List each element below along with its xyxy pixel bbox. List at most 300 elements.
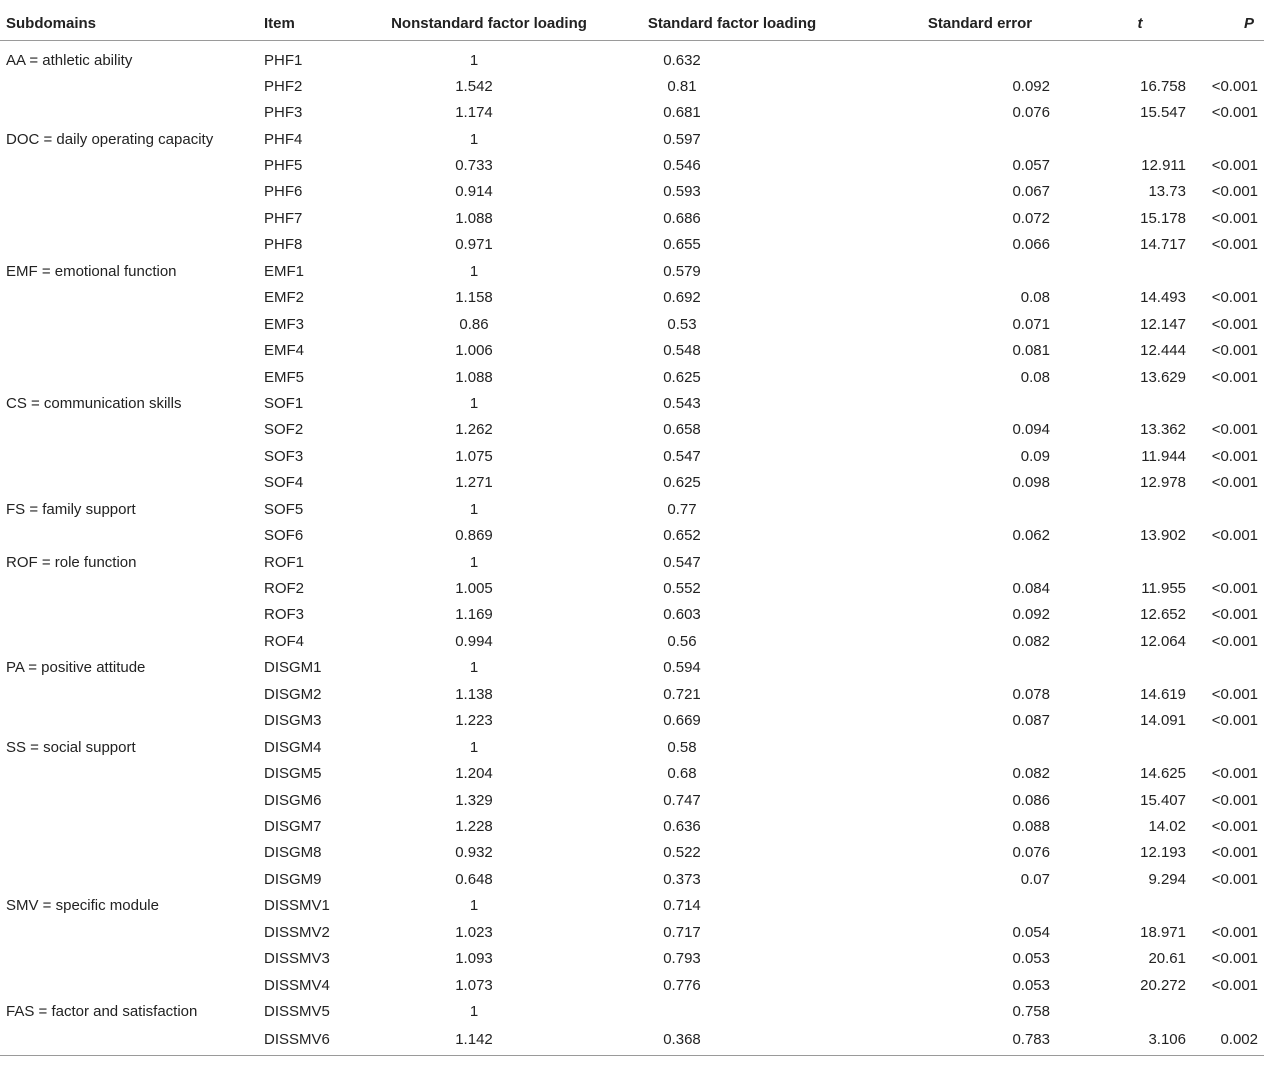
cell-item: PHF3	[264, 104, 303, 122]
cell-item: DISGM7	[264, 817, 322, 835]
cell-standard-loading: 0.652	[663, 527, 701, 545]
cell-item: DISGM5	[264, 765, 322, 783]
cell-subdomain	[0, 364, 264, 390]
cell-standard-loading: 0.597	[663, 130, 701, 148]
table-row	[0, 655, 1264, 681]
cell-subdomain	[0, 470, 264, 496]
cell-standard-loading: 0.68	[667, 765, 697, 783]
cell-item: PHF1	[264, 51, 303, 69]
cell-p: <0.001	[1211, 209, 1258, 227]
cell-p: <0.001	[1211, 289, 1258, 307]
cell-item: SOF1	[264, 394, 304, 412]
table-row	[0, 866, 1264, 892]
cell-standard-loading: 0.547	[663, 447, 701, 465]
table-row	[0, 73, 1264, 99]
cell-p	[1186, 390, 1264, 416]
cell-item: PHF4	[264, 130, 303, 148]
cell-standard-error	[850, 734, 1054, 760]
cell-nonstandard-loading: 0.648	[455, 870, 493, 888]
cell-item: DISGM6	[264, 791, 322, 809]
table-row	[0, 840, 1264, 866]
cell-nonstandard-loading: 0.733	[455, 157, 493, 175]
cell-nonstandard-loading: 1.228	[455, 817, 493, 835]
cell-t: 12.064	[1140, 632, 1186, 650]
cell-t: 13.629	[1140, 368, 1186, 386]
cell-nonstandard-loading: 0.971	[455, 236, 493, 254]
cell-item: DISGM4	[264, 738, 322, 756]
cell-nonstandard-loading: 1.023	[455, 923, 493, 941]
cell-standard-error: 0.094	[1012, 421, 1050, 439]
table-row	[0, 443, 1264, 469]
table-row	[0, 285, 1264, 311]
cell-p: <0.001	[1211, 104, 1258, 122]
cell-standard-error	[850, 390, 1054, 416]
cell-standard-loading: 0.593	[663, 183, 701, 201]
table-row	[0, 708, 1264, 734]
cell-nonstandard-loading: 1.542	[455, 77, 493, 95]
cell-standard-loading	[614, 998, 850, 1024]
cell-standard-loading: 0.77	[667, 500, 697, 518]
cell-nonstandard-loading: 1.329	[455, 791, 493, 809]
cell-item: PHF2	[264, 77, 303, 95]
cell-standard-loading: 0.717	[663, 923, 701, 941]
table-row	[0, 602, 1264, 628]
cell-p: <0.001	[1211, 157, 1258, 175]
cell-standard-loading: 0.373	[663, 870, 701, 888]
cell-standard-error	[850, 258, 1054, 284]
table-row	[0, 41, 1264, 74]
table-row	[0, 522, 1264, 548]
cell-standard-error: 0.087	[1012, 712, 1050, 730]
cell-standard-loading: 0.594	[663, 659, 701, 677]
cell-p: <0.001	[1211, 77, 1258, 95]
cell-standard-error: 0.071	[1012, 315, 1050, 333]
cell-nonstandard-loading: 1	[469, 262, 479, 280]
cell-p: <0.001	[1211, 580, 1258, 598]
table-row	[0, 998, 1264, 1024]
cell-standard-loading: 0.625	[663, 368, 701, 386]
cell-standard-error: 0.072	[1012, 209, 1050, 227]
cell-standard-loading: 0.368	[614, 1025, 850, 1056]
cell-item: PHF7	[264, 209, 303, 227]
cell-subdomain: ROF = role function	[6, 553, 137, 571]
cell-p: <0.001	[1211, 315, 1258, 333]
table-row	[0, 417, 1264, 443]
table-row	[0, 919, 1264, 945]
cell-subdomain	[0, 945, 264, 971]
cell-standard-error: 0.07	[1020, 870, 1050, 888]
table-row	[0, 126, 1264, 152]
table-row	[0, 258, 1264, 284]
cell-p: <0.001	[1211, 527, 1258, 545]
cell-nonstandard-loading: 1.005	[455, 580, 493, 598]
cell-standard-error: 0.057	[1012, 157, 1050, 175]
cell-item: ROF4	[264, 632, 305, 650]
table-row	[0, 364, 1264, 390]
cell-standard-loading: 0.655	[663, 236, 701, 254]
cell-p: <0.001	[1211, 870, 1258, 888]
cell-standard-error: 0.076	[1012, 104, 1050, 122]
cell-item: SOF4	[264, 474, 304, 492]
cell-nonstandard-loading: 0.932	[455, 844, 493, 862]
cell-item: DISGM1	[264, 659, 322, 677]
cell-t: 13.902	[1140, 527, 1186, 545]
cell-subdomain: SS = social support	[6, 738, 136, 756]
cell-subdomain	[0, 337, 264, 363]
cell-nonstandard-loading: 1.158	[455, 289, 493, 307]
cell-item: DISGM2	[264, 685, 322, 703]
cell-item: SOF5	[264, 500, 304, 518]
table-row	[0, 1025, 1264, 1056]
cell-subdomain	[0, 152, 264, 178]
cell-standard-error	[850, 496, 1054, 522]
cell-p	[1186, 734, 1264, 760]
table-body	[0, 41, 1264, 1056]
cell-standard-loading: 0.632	[663, 51, 701, 69]
cell-nonstandard-loading: 1.093	[455, 950, 493, 968]
cell-nonstandard-loading: 0.869	[455, 527, 493, 545]
cell-p: <0.001	[1211, 342, 1258, 360]
cell-subdomain	[0, 972, 264, 998]
cell-standard-error: 0.08	[1020, 368, 1050, 386]
cell-standard-loading: 0.58	[667, 738, 697, 756]
table-row	[0, 760, 1264, 786]
cell-item: DISSMV1	[264, 897, 330, 915]
cell-item: DISSMV3	[264, 950, 330, 968]
cell-standard-error: 0.086	[1012, 791, 1050, 809]
cell-item: ROF3	[264, 606, 305, 624]
cell-nonstandard-loading: 1	[469, 394, 479, 412]
cell-t: 20.61	[1148, 950, 1186, 968]
cell-p: <0.001	[1211, 685, 1258, 703]
cell-item: SOF3	[264, 447, 304, 465]
cell-t	[1054, 655, 1186, 681]
cell-t: 12.978	[1140, 474, 1186, 492]
cell-standard-error	[850, 126, 1054, 152]
cell-standard-loading: 0.747	[663, 791, 701, 809]
cell-subdomain	[0, 99, 264, 125]
cell-nonstandard-loading: 1	[469, 51, 479, 69]
cell-item: DISGM9	[264, 870, 322, 888]
cell-standard-loading: 0.548	[663, 342, 701, 360]
cell-t: 12.444	[1140, 342, 1186, 360]
cell-t: 11.944	[1141, 447, 1186, 465]
cell-item: ROF2	[264, 580, 305, 598]
table-row	[0, 205, 1264, 231]
cell-p: <0.001	[1211, 606, 1258, 624]
cell-subdomain	[0, 840, 264, 866]
cell-item: PHF8	[264, 236, 303, 254]
cell-item: DISSMV6	[264, 1025, 364, 1056]
cell-standard-loading: 0.658	[663, 421, 701, 439]
cell-standard-loading: 0.522	[663, 844, 701, 862]
cell-item: ROF1	[264, 553, 305, 571]
cell-nonstandard-loading: 1.174	[455, 104, 493, 122]
cell-nonstandard-loading: 1.073	[455, 976, 493, 994]
cell-subdomain	[0, 866, 264, 892]
cell-p: <0.001	[1211, 421, 1258, 439]
cell-subdomain	[0, 522, 264, 548]
cell-p: <0.001	[1211, 474, 1258, 492]
cell-standard-loading: 0.686	[663, 209, 701, 227]
table-row	[0, 549, 1264, 575]
cell-nonstandard-loading: 1	[469, 553, 479, 571]
cell-nonstandard-loading: 0.914	[455, 183, 493, 201]
cell-t: 13.73	[1148, 183, 1186, 201]
cell-standard-error: 0.066	[1012, 236, 1050, 254]
cell-t: 15.178	[1140, 209, 1186, 227]
table-row	[0, 787, 1264, 813]
table-row	[0, 628, 1264, 654]
table-row	[0, 311, 1264, 337]
cell-subdomain	[0, 285, 264, 311]
cell-standard-error: 0.076	[1012, 844, 1050, 862]
header-standard-factor-loading: Standard factor loading	[614, 6, 850, 41]
cell-nonstandard-loading: 1	[469, 738, 479, 756]
table-row	[0, 972, 1264, 998]
cell-subdomain: SMV = specific module	[6, 897, 159, 915]
cell-t	[1054, 496, 1186, 522]
cell-item: PHF5	[264, 157, 303, 175]
cell-subdomain	[0, 417, 264, 443]
cell-subdomain	[0, 179, 264, 205]
cell-nonstandard-loading: 1.088	[455, 209, 493, 227]
cell-item: SOF6	[264, 527, 304, 545]
cell-t: 12.193	[1140, 844, 1186, 862]
cell-standard-loading: 0.692	[663, 289, 701, 307]
cell-t	[1054, 126, 1186, 152]
cell-item: DISGM8	[264, 844, 322, 862]
table-row	[0, 470, 1264, 496]
table-row	[0, 893, 1264, 919]
cell-p: <0.001	[1211, 632, 1258, 650]
cell-standard-error	[850, 893, 1054, 919]
cell-t	[1054, 549, 1186, 575]
cell-standard-loading: 0.721	[663, 685, 701, 703]
cell-nonstandard-loading: 0.994	[455, 632, 493, 650]
cell-t: 11.955	[1141, 580, 1186, 598]
header-p: P	[1186, 6, 1264, 41]
cell-p: <0.001	[1211, 791, 1258, 809]
cell-subdomain	[0, 205, 264, 231]
cell-standard-loading: 0.636	[663, 817, 701, 835]
cell-p	[1186, 655, 1264, 681]
cell-t	[1054, 41, 1186, 74]
cell-subdomain	[0, 443, 264, 469]
cell-standard-loading: 0.793	[663, 950, 701, 968]
cell-nonstandard-loading: 1	[469, 500, 479, 518]
cell-item: EMF5	[264, 368, 305, 386]
table-row	[0, 179, 1264, 205]
cell-p	[1186, 41, 1264, 74]
cell-nonstandard-loading: 1.204	[455, 765, 493, 783]
cell-p: <0.001	[1211, 950, 1258, 968]
cell-subdomain	[0, 73, 264, 99]
cell-standard-error	[850, 41, 1054, 74]
cell-p: <0.001	[1211, 447, 1258, 465]
cell-standard-error: 0.092	[1012, 606, 1050, 624]
table-row	[0, 734, 1264, 760]
cell-standard-error: 0.098	[1012, 474, 1050, 492]
cell-t: 14.493	[1140, 289, 1186, 307]
cell-item: DISSMV4	[264, 976, 330, 994]
cell-standard-error: 0.08	[1020, 289, 1050, 307]
cell-p: <0.001	[1211, 712, 1258, 730]
cell-p	[1186, 549, 1264, 575]
cell-subdomain	[0, 760, 264, 786]
cell-t: 3.106	[1054, 1025, 1186, 1056]
cell-standard-loading: 0.714	[663, 897, 701, 915]
cell-t: 16.758	[1140, 77, 1186, 95]
cell-nonstandard-loading: 1.006	[455, 342, 493, 360]
table-header	[0, 6, 1264, 41]
cell-standard-error: 0.092	[1012, 77, 1050, 95]
cell-subdomain: CS = communication skills	[6, 394, 182, 412]
cell-p: <0.001	[1211, 817, 1258, 835]
cell-p	[1186, 258, 1264, 284]
cell-subdomain	[0, 575, 264, 601]
cell-item: EMF1	[264, 262, 305, 280]
cell-t: 12.147	[1140, 315, 1186, 333]
cell-nonstandard-loading: 1.138	[455, 685, 493, 703]
cell-standard-loading: 0.603	[663, 606, 701, 624]
cell-subdomain	[0, 602, 264, 628]
cell-subdomain: PA = positive attitude	[6, 659, 146, 677]
cell-item: SOF2	[264, 421, 304, 439]
cell-standard-error: 0.758	[1012, 1003, 1050, 1021]
cell-nonstandard-loading: 1.075	[455, 447, 493, 465]
cell-p: <0.001	[1211, 183, 1258, 201]
cell-item: PHF6	[264, 183, 303, 201]
cell-subdomain	[0, 1025, 264, 1056]
cell-standard-loading: 0.543	[663, 394, 701, 412]
cell-standard-error: 0.054	[1012, 923, 1050, 941]
factor-loading-table	[0, 6, 1264, 1056]
cell-standard-error	[850, 655, 1054, 681]
table-row	[0, 232, 1264, 258]
cell-standard-loading: 0.56	[667, 632, 697, 650]
cell-nonstandard-loading: 1	[469, 659, 479, 677]
cell-standard-error: 0.081	[1012, 342, 1050, 360]
cell-subdomain	[0, 813, 264, 839]
cell-item: EMF4	[264, 342, 305, 360]
table-row	[0, 681, 1264, 707]
cell-nonstandard-loading: 1.142	[364, 1025, 614, 1056]
cell-standard-error: 0.783	[850, 1025, 1054, 1056]
cell-subdomain	[0, 628, 264, 654]
cell-t	[1054, 258, 1186, 284]
cell-nonstandard-loading: 1	[469, 1003, 479, 1021]
cell-t	[1054, 998, 1186, 1024]
cell-standard-loading: 0.547	[663, 553, 701, 571]
header-item: Item	[264, 6, 364, 41]
cell-t: 20.272	[1140, 976, 1186, 994]
cell-standard-loading: 0.776	[663, 976, 701, 994]
cell-standard-error: 0.053	[1012, 976, 1050, 994]
cell-standard-loading: 0.625	[663, 474, 701, 492]
cell-nonstandard-loading: 1.223	[455, 712, 493, 730]
table-row	[0, 337, 1264, 363]
cell-standard-loading: 0.53	[667, 315, 697, 333]
cell-standard-loading: 0.681	[663, 104, 701, 122]
cell-t: 15.407	[1140, 791, 1186, 809]
cell-t	[1054, 390, 1186, 416]
header-nonstandard-factor-loading: Nonstandard factor loading	[364, 6, 614, 41]
cell-t	[1054, 893, 1186, 919]
header-row	[0, 6, 1264, 41]
cell-p: <0.001	[1211, 923, 1258, 941]
cell-standard-loading: 0.546	[663, 157, 701, 175]
cell-subdomain: EMF = emotional function	[6, 262, 177, 280]
cell-nonstandard-loading: 1	[469, 130, 479, 148]
cell-subdomain	[0, 681, 264, 707]
cell-t: 14.091	[1140, 712, 1186, 730]
cell-p: 0.002	[1186, 1025, 1264, 1056]
cell-t: 18.971	[1140, 923, 1186, 941]
cell-standard-error: 0.062	[1012, 527, 1050, 545]
cell-nonstandard-loading: 1.271	[455, 474, 493, 492]
table-row	[0, 945, 1264, 971]
table-row	[0, 575, 1264, 601]
cell-standard-error: 0.084	[1012, 580, 1050, 598]
header-standard-error: Standard error	[850, 6, 1054, 41]
cell-nonstandard-loading: 1	[469, 897, 479, 915]
cell-t: 15.547	[1140, 104, 1186, 122]
cell-nonstandard-loading: 1.169	[455, 606, 493, 624]
cell-t: 13.362	[1140, 421, 1186, 439]
cell-nonstandard-loading: 1.088	[455, 368, 493, 386]
cell-subdomain: DOC = daily operating capacity	[6, 130, 214, 148]
cell-p: <0.001	[1211, 368, 1258, 386]
cell-subdomain: FS = family support	[6, 500, 136, 518]
cell-standard-loading: 0.81	[667, 77, 697, 95]
cell-standard-loading: 0.579	[663, 262, 701, 280]
cell-t: 14.619	[1140, 685, 1186, 703]
header-subdomains: Subdomains	[0, 6, 264, 41]
cell-p: <0.001	[1211, 844, 1258, 862]
cell-standard-error: 0.088	[1012, 817, 1050, 835]
cell-p	[1186, 998, 1264, 1024]
cell-t: 14.717	[1140, 236, 1186, 254]
table-row	[0, 390, 1264, 416]
table-row	[0, 99, 1264, 125]
cell-t: 12.652	[1140, 606, 1186, 624]
cell-subdomain	[0, 311, 264, 337]
table-row	[0, 152, 1264, 178]
cell-t: 9.294	[1148, 870, 1186, 888]
cell-item: DISSMV5	[264, 1003, 330, 1021]
header-t: t	[1054, 6, 1186, 41]
cell-t: 12.911	[1141, 157, 1186, 175]
table-row	[0, 813, 1264, 839]
cell-t: 14.02	[1148, 817, 1186, 835]
cell-p	[1186, 126, 1264, 152]
table-row	[0, 496, 1264, 522]
cell-standard-error: 0.067	[1012, 183, 1050, 201]
cell-subdomain: FAS = factor and satisfaction	[6, 1003, 198, 1021]
cell-item: DISGM3	[264, 712, 322, 730]
cell-p: <0.001	[1211, 976, 1258, 994]
cell-t	[1054, 734, 1186, 760]
cell-standard-error: 0.082	[1012, 632, 1050, 650]
cell-item: DISSMV2	[264, 923, 330, 941]
cell-subdomain	[0, 919, 264, 945]
cell-subdomain	[0, 232, 264, 258]
cell-standard-error: 0.078	[1012, 685, 1050, 703]
cell-nonstandard-loading: 1.262	[455, 421, 493, 439]
cell-p: <0.001	[1211, 765, 1258, 783]
cell-p	[1186, 496, 1264, 522]
